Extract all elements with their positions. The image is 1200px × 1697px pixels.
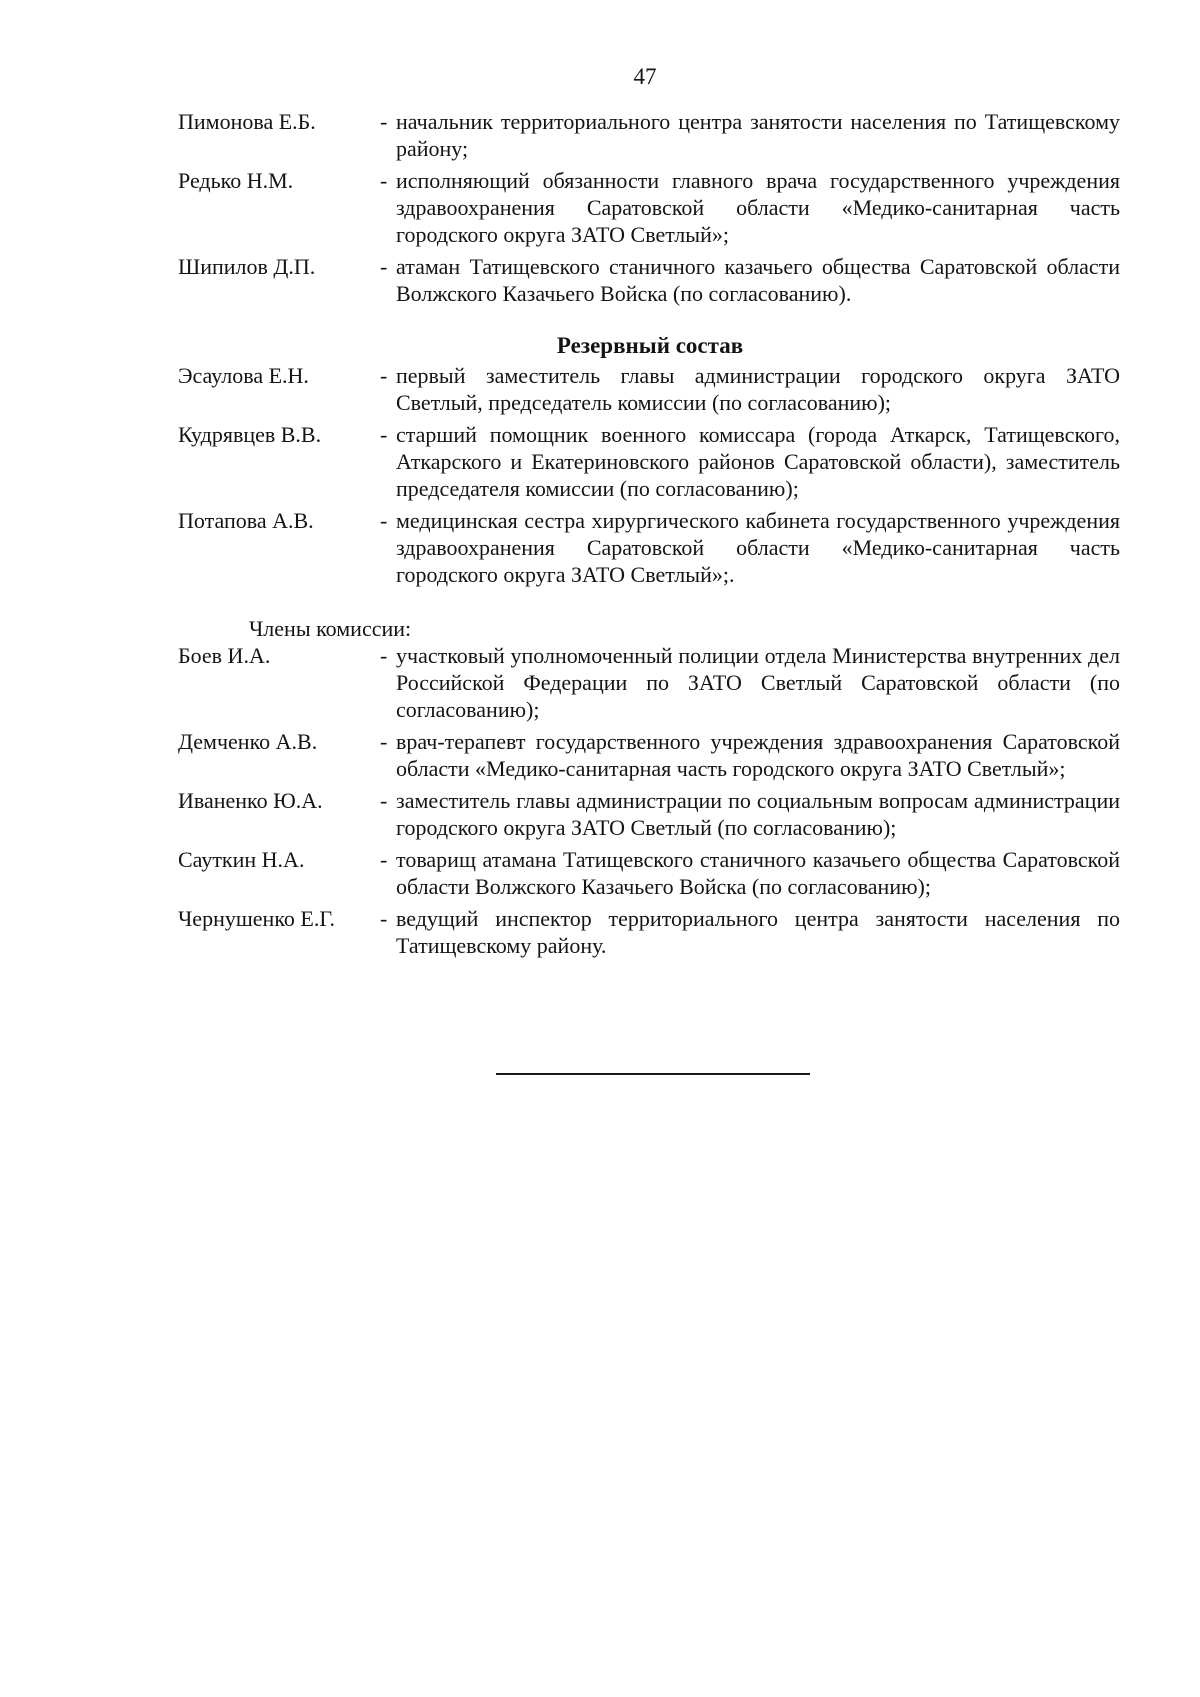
member-role-text: врач-терапевт государственного учреждения здравоохранения Саратовской области «Медико-санитарная часть городского округа ЗАТО Светлый»; [396, 729, 1120, 781]
dash: - [380, 254, 388, 279]
member-name: Шипилов Д.П. [178, 254, 316, 279]
member-role-text: ведущий инспектор территориального центра занятости населения по Татищевскому району. [396, 906, 1120, 958]
list-item [178, 108, 1120, 162]
dash: - [380, 363, 388, 388]
dash: - [380, 847, 388, 872]
list-item [178, 787, 1120, 841]
list-item [178, 642, 1120, 723]
member-role [380, 728, 1120, 782]
dash: - [380, 906, 388, 931]
dash: - [380, 168, 388, 193]
member-name: Чернушенко Е.Г. [178, 906, 336, 931]
dash: - [380, 788, 388, 813]
dash: - [380, 643, 388, 668]
member-role [380, 253, 1120, 307]
member-role-text: исполняющий обязанности главного врача государственного учреждения здравоохранения Саратовской области «Медико-санитарная часть городского округа ЗАТО Светлый»; [396, 168, 1120, 247]
list-item [178, 421, 1120, 502]
main-member-list [178, 108, 1120, 307]
page-number: 47 [633, 64, 657, 89]
member-role-text: старший помощник военного комиссара (города Аткарск, Татищевского, Аткарского и Екатериновского районов Саратовской области), заместитель председателя комиссии (по согласованию); [396, 422, 1120, 501]
member-role [380, 642, 1120, 723]
member-role [380, 787, 1120, 841]
reserve-member-list [178, 362, 1120, 588]
member-role [380, 108, 1120, 162]
list-item [178, 846, 1120, 900]
member-name: Редько Н.М. [178, 168, 294, 193]
member-name: Боев И.А. [178, 643, 271, 668]
member-name: Потапова А.В. [178, 508, 314, 533]
member-role-text: первый заместитель главы администрации городского округа ЗАТО Светлый, председатель комиссии (по согласованию); [396, 363, 1120, 415]
list-item [178, 507, 1120, 588]
closing-rule [496, 1073, 810, 1075]
list-item [178, 253, 1120, 307]
list-item [178, 167, 1120, 248]
reserve-heading: Резервный состав [556, 333, 744, 358]
member-name: Демченко А.В. [178, 729, 318, 754]
member-name: Эсаулова Е.Н. [178, 363, 309, 388]
member-role-text: начальник территориального центра занятости населения по Татищевскому району; [396, 109, 1120, 161]
list-item [178, 728, 1120, 782]
member-role-text: участковый уполномоченный полиции отдела Министерства внутренних дел Российской Федерации по ЗАТО Светлый Саратовской области (по согласованию); [396, 643, 1120, 722]
member-role [380, 421, 1120, 502]
member-role-text: заместитель главы администрации по социальным вопросам администрации городского округа ЗАТО Светлый (по согласованию); [396, 788, 1120, 840]
list-item [178, 905, 1120, 959]
member-role-text: товарищ атамана Татищевского станичного казачьего общества Саратовской области Волжского Казачьего Войска (по согласованию); [396, 847, 1120, 899]
member-role [380, 846, 1120, 900]
list-item [178, 362, 1120, 416]
dash: - [380, 508, 388, 533]
member-role [380, 362, 1120, 416]
commission-member-list [178, 642, 1120, 959]
member-role [380, 507, 1120, 588]
member-role [380, 905, 1120, 959]
member-role-text: медицинская сестра хирургического кабинета государственного учреждения здравоохранения Саратовской области «Медико-санитарная часть городского округа ЗАТО Светлый»;. [396, 508, 1120, 587]
member-name: Иваненко Ю.А. [178, 788, 323, 813]
member-name: Сауткин Н.А. [178, 847, 305, 872]
member-name: Кудрявцев В.В. [178, 422, 322, 447]
member-role [380, 167, 1120, 248]
dash: - [380, 109, 388, 134]
dash: - [380, 422, 388, 447]
member-name: Пимонова Е.Б. [178, 109, 316, 134]
members-label: Члены комиссии: [249, 616, 412, 641]
member-role-text: атаман Татищевского станичного казачьего общества Саратовской области Волжского Казачьего Войска (по согласованию). [396, 254, 1120, 306]
dash: - [380, 729, 388, 754]
